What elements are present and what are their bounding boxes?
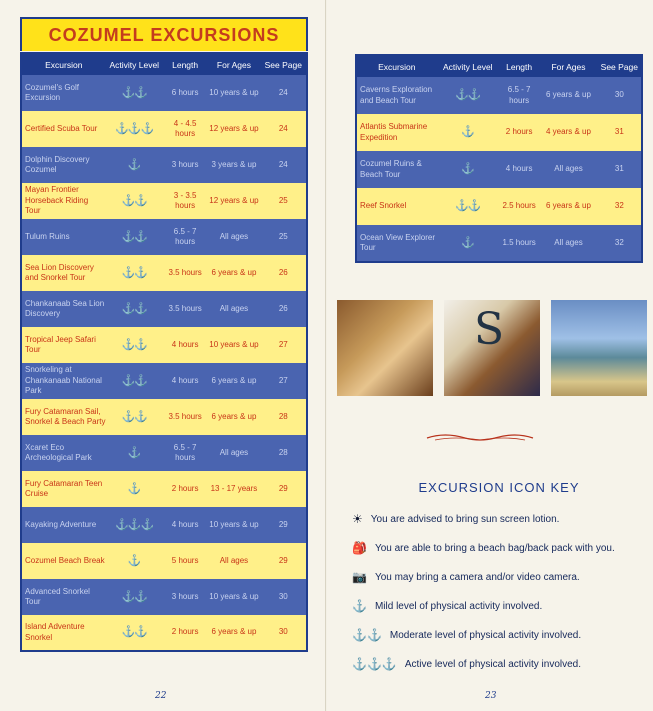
length-cell: 6 hours xyxy=(163,75,207,111)
excursion-name: Tropical Jeep Safari Tour xyxy=(21,327,106,363)
excursion-name: Mayan Frontier Horseback Riding Tour xyxy=(21,183,106,219)
length-cell: 3 hours xyxy=(163,147,207,183)
table-row xyxy=(356,151,642,188)
length-cell: 6.5 - 7 hours xyxy=(163,219,207,255)
column-header: See Page xyxy=(261,53,307,75)
length-cell: 2 hours xyxy=(499,114,539,151)
table-row xyxy=(21,507,307,543)
ornament-divider xyxy=(425,432,535,444)
ages-cell: 6 years & up xyxy=(207,615,260,651)
table-row xyxy=(21,543,307,579)
icon-key-text: Active level of physical activity involved. xyxy=(404,658,582,670)
activity-level-icon: ⚓⚓ xyxy=(437,77,499,114)
excursion-name: Dolphin Discovery Cozumel xyxy=(21,147,106,183)
photo-strip xyxy=(337,300,647,396)
see-page-cell: 31 xyxy=(598,114,642,151)
photo-people-snacks xyxy=(337,300,433,396)
column-header: Excursion xyxy=(356,55,437,77)
table-row xyxy=(356,225,642,262)
see-page-cell: 29 xyxy=(261,543,307,579)
see-page-cell: 24 xyxy=(261,147,307,183)
sun-icon: ☀ xyxy=(352,512,363,526)
table-row xyxy=(21,183,307,219)
two-anchors-icon: ⚓⚓ xyxy=(352,628,382,642)
table-row xyxy=(21,75,307,111)
table-row xyxy=(21,399,307,435)
activity-level-icon: ⚓⚓ xyxy=(106,615,163,651)
table-row xyxy=(21,147,307,183)
table-row xyxy=(21,363,307,399)
page-number-left: 22 xyxy=(155,691,167,701)
excursion-name: Tulum Ruins xyxy=(21,219,106,255)
excursion-name: Atlantis Submarine Expedition xyxy=(356,114,437,151)
activity-level-icon: ⚓ xyxy=(106,147,163,183)
column-header: Activity Level xyxy=(437,55,499,77)
activity-level-icon: ⚓⚓⚓ xyxy=(106,111,163,147)
length-cell: 5 hours xyxy=(163,543,207,579)
table-row xyxy=(21,255,307,291)
length-cell: 3.5 hours xyxy=(163,255,207,291)
activity-level-icon: ⚓ xyxy=(106,435,163,471)
excursion-name: Cozumel's Golf Excursion xyxy=(21,75,106,111)
excursions-table-right xyxy=(355,54,643,263)
photo-catamaran xyxy=(551,300,647,396)
ages-cell: 6 years & up xyxy=(207,255,260,291)
excursion-name: Kayaking Adventure xyxy=(21,507,106,543)
excursion-name: Snorkeling at Chankanaab National Park xyxy=(21,363,106,399)
table-row xyxy=(356,77,642,114)
column-header: Activity Level xyxy=(106,53,163,75)
length-cell: 6.5 - 7 hours xyxy=(163,435,207,471)
ages-cell: All ages xyxy=(207,435,260,471)
table-row xyxy=(21,219,307,255)
length-cell: 2 hours xyxy=(163,615,207,651)
excursion-name: Xcaret Eco Archeological Park xyxy=(21,435,106,471)
activity-level-icon: ⚓ xyxy=(437,151,499,188)
ages-cell: 12 years & up xyxy=(207,111,260,147)
table-row xyxy=(21,291,307,327)
activity-level-icon: ⚓⚓ xyxy=(437,188,499,225)
icon-key-title: EXCURSION ICON KEY xyxy=(418,480,580,495)
excursions-title-bar xyxy=(20,17,308,51)
left-page xyxy=(0,0,326,711)
length-cell: 2.5 hours xyxy=(499,188,539,225)
activity-level-icon: ⚓⚓ xyxy=(106,399,163,435)
column-header: For Ages xyxy=(539,55,597,77)
table-row xyxy=(21,327,307,363)
ages-cell: 10 years & up xyxy=(207,75,260,111)
icon-key-text: You are able to bring a beach bag/back pack with you. xyxy=(374,542,615,554)
length-cell: 4 hours xyxy=(163,363,207,399)
page-number-right: 23 xyxy=(485,691,497,701)
excursion-name: Advanced Snorkel Tour xyxy=(21,579,106,615)
length-cell: 4 hours xyxy=(499,151,539,188)
icon-key-text: Mild level of physical activity involved. xyxy=(374,600,543,612)
three-anchors-icon: ⚓⚓⚓ xyxy=(352,657,397,671)
ages-cell: 10 years & up xyxy=(207,327,260,363)
activity-level-icon: ⚓⚓ xyxy=(106,579,163,615)
table-row xyxy=(356,188,642,225)
activity-level-icon: ⚓ xyxy=(106,471,163,507)
see-page-cell: 30 xyxy=(261,579,307,615)
icon-key-item xyxy=(352,512,559,526)
see-page-cell: 26 xyxy=(261,255,307,291)
column-header: For Ages xyxy=(207,53,260,75)
column-header: Length xyxy=(163,53,207,75)
excursion-name: Chankanaab Sea Lion Discovery xyxy=(21,291,106,327)
see-page-cell: 28 xyxy=(261,435,307,471)
excursions-table-left xyxy=(20,52,308,652)
see-page-cell: 26 xyxy=(261,291,307,327)
icon-key-item xyxy=(352,599,542,613)
see-page-cell: 32 xyxy=(598,188,642,225)
ages-cell: 6 years & up xyxy=(539,188,597,225)
length-cell: 1.5 hours xyxy=(499,225,539,262)
ages-cell: All ages xyxy=(207,543,260,579)
see-page-cell: 31 xyxy=(598,151,642,188)
page-title: COZUMEL EXCURSIONS xyxy=(48,24,280,45)
icon-key-text: You are advised to bring sun screen lotion. xyxy=(370,513,560,525)
activity-level-icon: ⚓⚓ xyxy=(106,291,163,327)
table-row xyxy=(21,111,307,147)
icon-key-item xyxy=(352,541,615,555)
table-row xyxy=(21,471,307,507)
see-page-cell: 28 xyxy=(261,399,307,435)
see-page-cell: 25 xyxy=(261,219,307,255)
length-cell: 3.5 hours xyxy=(163,291,207,327)
excursion-name: Reef Snorkel xyxy=(356,188,437,225)
see-page-cell: 24 xyxy=(261,111,307,147)
excursion-name: Fury Catamaran Sail, Snorkel & Beach Party xyxy=(21,399,106,435)
length-cell: 2 hours xyxy=(163,471,207,507)
see-page-cell: 29 xyxy=(261,507,307,543)
icon-key-item xyxy=(352,570,580,584)
ages-cell: 6 years & up xyxy=(207,363,260,399)
activity-level-icon: ⚓⚓⚓ xyxy=(106,507,163,543)
activity-level-icon: ⚓ xyxy=(106,543,163,579)
see-page-cell: 32 xyxy=(598,225,642,262)
activity-level-icon: ⚓⚓ xyxy=(106,255,163,291)
length-cell: 4 hours xyxy=(163,507,207,543)
ages-cell: All ages xyxy=(207,219,260,255)
activity-level-icon: ⚓⚓ xyxy=(106,219,163,255)
icon-key-item xyxy=(352,628,581,642)
backpack-icon: 🎒 xyxy=(352,541,367,555)
activity-level-icon: ⚓ xyxy=(437,114,499,151)
column-header: Excursion xyxy=(21,53,106,75)
table-row xyxy=(21,615,307,651)
sign-letter-graphic: S xyxy=(474,304,505,355)
ages-cell: All ages xyxy=(539,225,597,262)
camera-icon: 📷 xyxy=(352,570,367,584)
length-cell: 3.5 hours xyxy=(163,399,207,435)
excursion-name: Certified Scuba Tour xyxy=(21,111,106,147)
icon-key-text: You may bring a camera and/or video camera. xyxy=(374,571,580,583)
see-page-cell: 27 xyxy=(261,327,307,363)
length-cell: 3 hours xyxy=(163,579,207,615)
length-cell: 6.5 - 7 hours xyxy=(499,77,539,114)
see-page-cell: 24 xyxy=(261,75,307,111)
length-cell: 4 hours xyxy=(163,327,207,363)
ages-cell: 10 years & up xyxy=(207,507,260,543)
excursion-name: Sea Lion Discovery and Snorkel Tour xyxy=(21,255,106,291)
ages-cell: 4 years & up xyxy=(539,114,597,151)
see-page-cell: 27 xyxy=(261,363,307,399)
ages-cell: All ages xyxy=(207,291,260,327)
ages-cell: 3 years & up xyxy=(207,147,260,183)
length-cell: 3 - 3.5 hours xyxy=(163,183,207,219)
column-header: Length xyxy=(499,55,539,77)
activity-level-icon: ⚓⚓ xyxy=(106,75,163,111)
excursion-name: Cozumel Ruins & Beach Tour xyxy=(356,151,437,188)
ages-cell: All ages xyxy=(539,151,597,188)
excursion-name: Island Adventure Snorkel xyxy=(21,615,106,651)
ages-cell: 6 years & up xyxy=(539,77,597,114)
table-row xyxy=(21,579,307,615)
ages-cell: 13 - 17 years xyxy=(207,471,260,507)
see-page-cell: 30 xyxy=(598,77,642,114)
anchor-icon: ⚓ xyxy=(352,599,367,613)
excursion-name: Ocean View Explorer Tour xyxy=(356,225,437,262)
see-page-cell: 29 xyxy=(261,471,307,507)
icon-key-text: Moderate level of physical activity involved. xyxy=(389,629,582,641)
ages-cell: 10 years & up xyxy=(207,579,260,615)
excursion-name: Cozumel Beach Break xyxy=(21,543,106,579)
ages-cell: 12 years & up xyxy=(207,183,260,219)
table-row xyxy=(21,435,307,471)
activity-level-icon: ⚓ xyxy=(437,225,499,262)
length-cell: 4 - 4.5 hours xyxy=(163,111,207,147)
activity-level-icon: ⚓⚓ xyxy=(106,183,163,219)
excursion-name: Caverns Exploration and Beach Tour xyxy=(356,77,437,114)
activity-level-icon: ⚓⚓ xyxy=(106,363,163,399)
activity-level-icon: ⚓⚓ xyxy=(106,327,163,363)
table-row xyxy=(356,114,642,151)
excursion-name: Fury Catamaran Teen Cruise xyxy=(21,471,106,507)
ages-cell: 6 years & up xyxy=(207,399,260,435)
photo-girls-sign xyxy=(444,300,540,396)
see-page-cell: 25 xyxy=(261,183,307,219)
column-header: See Page xyxy=(598,55,642,77)
icon-key-item xyxy=(352,657,581,671)
see-page-cell: 30 xyxy=(261,615,307,651)
